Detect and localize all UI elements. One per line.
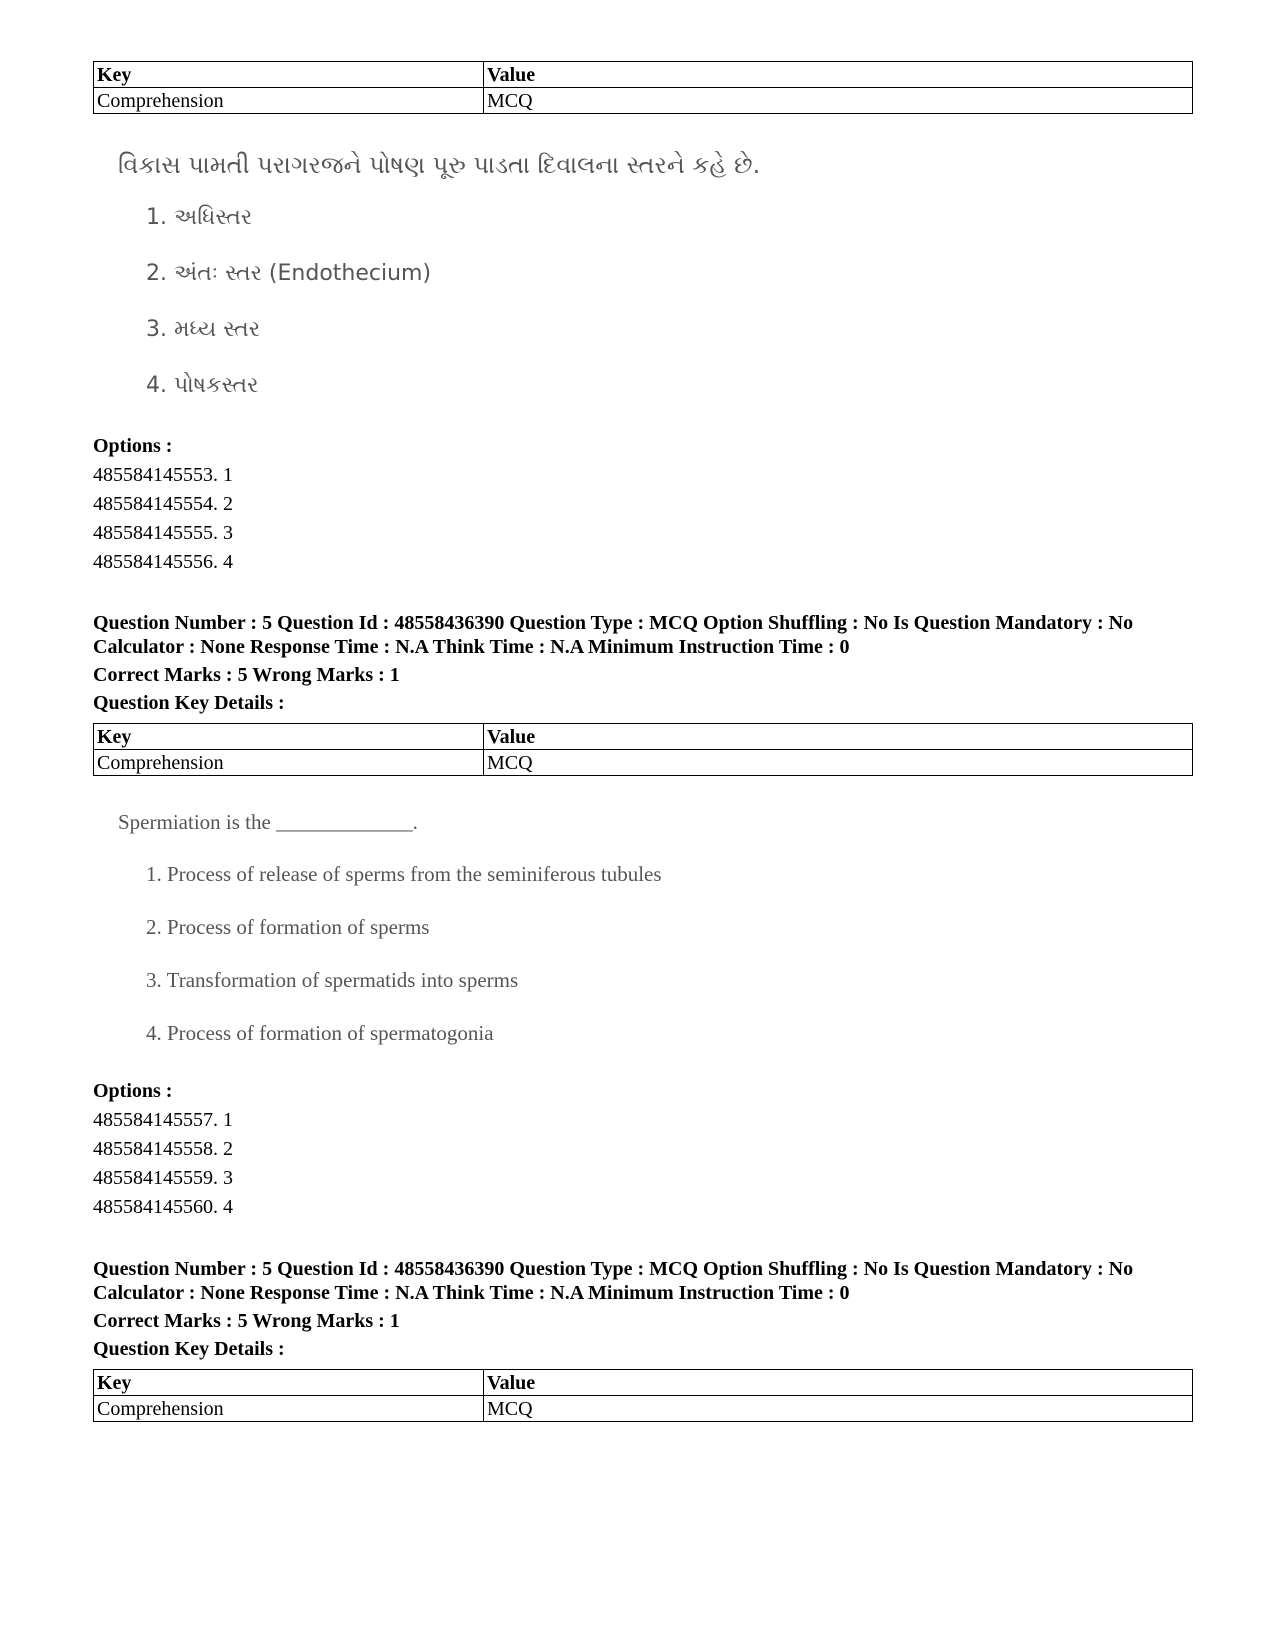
table-header-key: Key (94, 62, 484, 88)
question-stem: વિકાસ પામતી પરાગરજને પોષણ પૂરુ પાડતા દિવાલના સ્તરને કહે છે. (118, 151, 761, 179)
question-key-table-3 (93, 1369, 1193, 1422)
option-item: 485584145559. 3 (93, 1167, 233, 1189)
question-key-table-1 (93, 61, 1193, 114)
option-item: 485584145555. 3 (93, 522, 233, 544)
table-header-value: Value (484, 1370, 1193, 1396)
question-meta-line: Question Number : 5 Question Id : 48558436390 Question Type : MCQ Option Shuffling : No Is Question Mandatory : No (93, 1258, 1134, 1280)
question-marks: Correct Marks : 5 Wrong Marks : 1 (93, 1310, 400, 1332)
table-header-key: Key (94, 724, 484, 750)
table-header-row (94, 62, 1193, 88)
options-label: Options : (93, 435, 173, 457)
table-row (94, 1396, 1193, 1422)
table-header-row (94, 724, 1193, 750)
question-choice: 4. પોષકસ્તર (146, 373, 259, 398)
question-choice: 3. મધ્ય સ્તર (146, 317, 261, 342)
table-header-row (94, 1370, 1193, 1396)
option-item: 485584145554. 2 (93, 493, 233, 515)
table-row (94, 88, 1193, 114)
question-key-table-2 (93, 723, 1193, 776)
question-marks: Correct Marks : 5 Wrong Marks : 1 (93, 664, 400, 686)
question-choice: 1. Process of release of sperms from the seminiferous tubules (146, 862, 662, 886)
question-meta-line: Calculator : None Response Time : N.A Think Time : N.A Minimum Instruction Time : 0 (93, 636, 850, 658)
question-key-details-label: Question Key Details : (93, 692, 285, 714)
question-image-gujarati (118, 148, 760, 401)
option-item: 485584145557. 1 (93, 1109, 233, 1131)
question-key-details-label: Question Key Details : (93, 1338, 285, 1360)
options-label: Options : (93, 1080, 173, 1102)
question-meta-line: Question Number : 5 Question Id : 48558436390 Question Type : MCQ Option Shuffling : No Is Question Mandatory : No (93, 612, 1134, 634)
table-cell-key: Comprehension (94, 750, 484, 776)
table-cell-value: MCQ (484, 88, 1193, 114)
question-stem: Spermiation is the _____________. (118, 810, 418, 834)
option-item: 485584145560. 4 (93, 1196, 233, 1218)
question-meta (93, 1257, 1203, 1361)
question-image-english (118, 808, 662, 1047)
table-header-value: Value (484, 724, 1193, 750)
table-cell-value: MCQ (484, 750, 1193, 776)
table-cell-key: Comprehension (94, 1396, 484, 1422)
question-choice: 1. અધિસ્તર (146, 205, 253, 230)
option-item: 485584145556. 4 (93, 551, 233, 573)
question-choice: 2. Process of formation of sperms (146, 915, 430, 939)
table-row (94, 750, 1193, 776)
question-meta-line: Calculator : None Response Time : N.A Think Time : N.A Minimum Instruction Time : 0 (93, 1282, 850, 1304)
option-item: 485584145558. 2 (93, 1138, 233, 1160)
option-item: 485584145553. 1 (93, 464, 233, 486)
table-cell-value: MCQ (484, 1396, 1193, 1422)
question-choice: 3. Transformation of spermatids into sperms (146, 968, 519, 992)
table-cell-key: Comprehension (94, 88, 484, 114)
question-meta (93, 611, 1203, 715)
question-choice: 2. અંતઃ સ્તર (Endothecium) (146, 261, 432, 286)
question-choice: 4. Process of formation of spermatogonia (146, 1021, 494, 1045)
table-header-value: Value (484, 62, 1193, 88)
table-header-key: Key (94, 1370, 484, 1396)
options-list (93, 432, 233, 577)
options-list (93, 1077, 233, 1222)
